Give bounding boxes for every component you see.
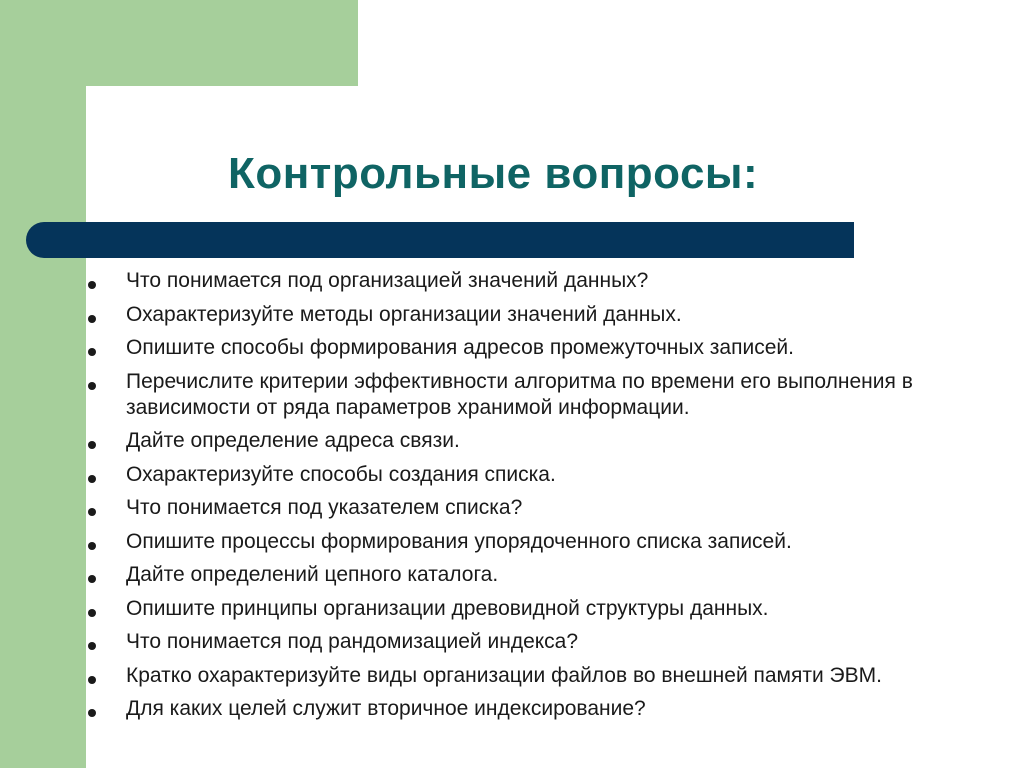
question-text: Перечислите критерии эффективности алгоритма по времени его выполнения в зависимости от ряда параметров хранимой информации. [126,369,913,419]
list-item [88,629,1008,655]
bullet-icon [88,542,96,550]
bullet-icon [88,382,96,390]
bullet-icon [88,709,96,717]
bullet-icon [88,676,96,684]
slide-title: Контрольные вопросы: [228,149,759,198]
list-item [88,495,1008,521]
question-text: Опишите способы формирования адресов промежуточных записей. [126,336,794,359]
title-underline-bar [26,222,854,258]
green-top-block [86,0,358,86]
list-item [88,562,1008,588]
list-item [88,596,1008,622]
question-text: Что понимается под указателем списка? [126,496,523,519]
question-text: Опишите процессы формирования упорядоченного списка записей. [126,529,792,553]
question-text: Кратко охарактеризуйте виды организации файлов во внешней памяти ЭВМ. [126,663,882,687]
bullet-icon [88,475,96,483]
list-item [88,663,1008,689]
bullet-icon [88,348,96,356]
question-text: Дайте определение адреса связи. [126,429,460,452]
bullet-icon [88,575,96,583]
list-item [88,428,1008,454]
green-side-strip [0,0,86,768]
bullet-icon [88,508,96,516]
question-text: Охарактеризуйте способы создания списка. [126,462,556,486]
bullet-icon [88,609,96,617]
list-item [88,529,1008,555]
list-item [88,268,1008,294]
question-text: Опишите принципы организации древовидной структуры данных. [126,596,769,620]
list-item [88,462,1008,488]
bullet-icon [88,441,96,449]
bullet-icon [88,642,96,650]
bullet-icon [88,281,96,289]
question-text: Охарактеризуйте методы организации значений данных. [126,302,682,326]
question-text: Для каких целей служит вторичное индексирование? [126,697,646,720]
list-item [88,696,1008,722]
questions-list [88,268,1008,730]
rounded-content-corner [86,86,166,166]
bullet-icon [88,315,96,323]
question-text: Что понимается под организацией значений данных? [126,269,649,292]
list-item [88,369,1008,421]
list-item [88,302,1008,328]
list-item [88,335,1008,361]
question-text: Дайте определений цепного каталога. [126,563,499,586]
question-text: Что понимается под рандомизацией индекса? [126,630,579,653]
